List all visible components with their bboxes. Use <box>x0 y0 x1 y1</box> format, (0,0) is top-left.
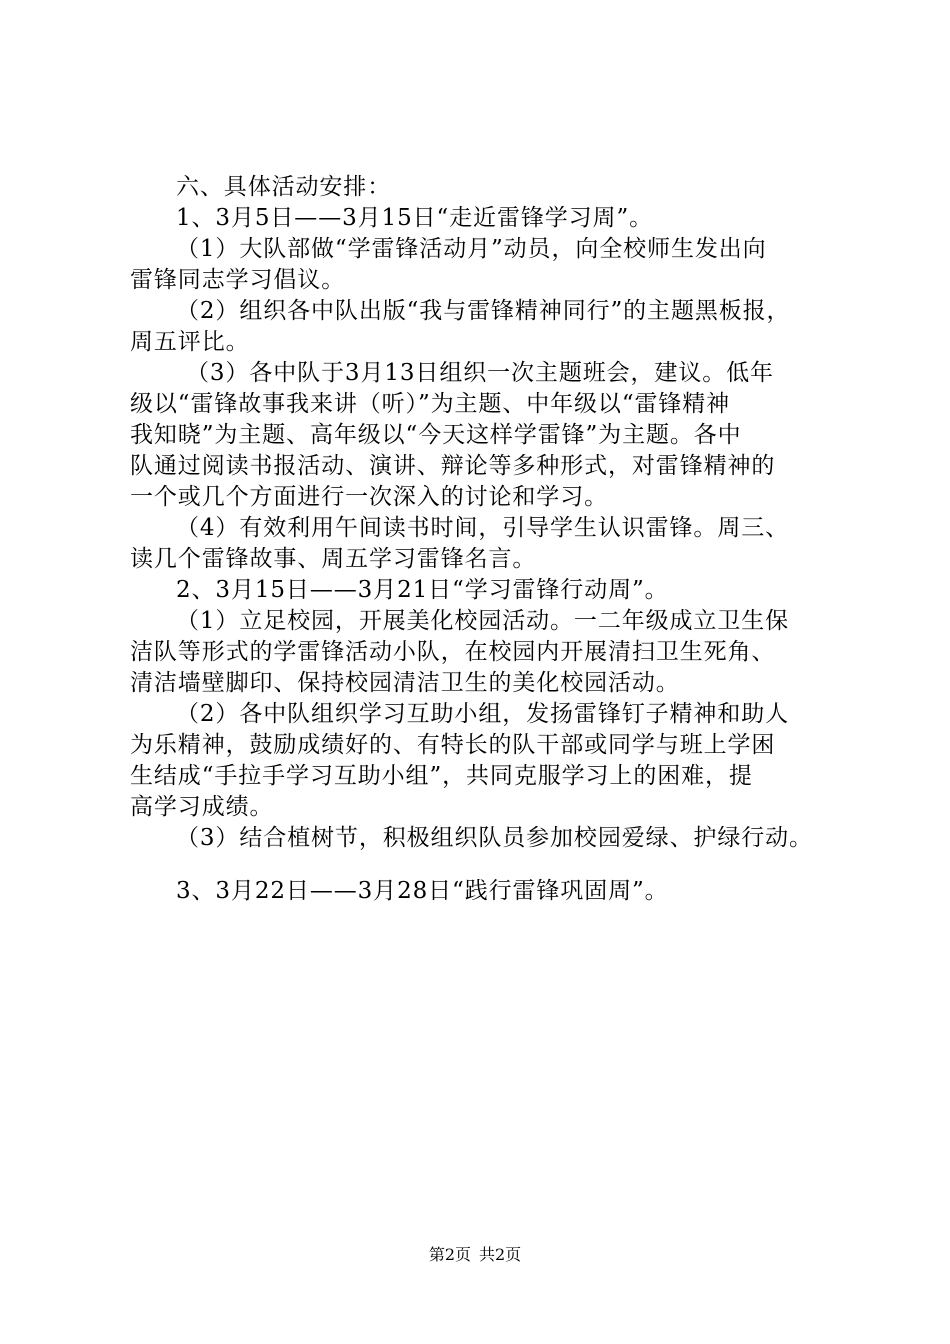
paragraph-line: 周五评比。 <box>130 329 250 355</box>
paragraph-line: 一个或几个方面进行一次深入的讨论和学习。 <box>130 484 608 510</box>
paragraph-line: 生结成“手拉手学习互助小组”，共同克服学习上的困难，提 <box>130 763 753 789</box>
paragraph-line: 级以“雷锋故事我来讲（听）”为主题、中年级以“雷锋精神 <box>130 391 731 417</box>
paragraph-line: 读几个雷锋故事、周五学习雷锋名言。 <box>130 546 537 572</box>
paragraph-line: 队通过阅读书报活动、演讲、辩论等多种形式，对雷锋精神的 <box>130 453 776 479</box>
paragraph-line: 我知晓”为主题、高年级以“今天这样学雷锋”为主题。各中 <box>130 422 742 448</box>
paragraph-line: （2）组织各中队出版“我与雷锋精神同行”的主题黑板报， <box>176 298 791 324</box>
paragraph-line: （1）大队部做“学雷锋活动月”动员，向全校师生发出向 <box>176 236 767 262</box>
paragraph-line: 高学习成绩。 <box>130 794 274 820</box>
paragraph-line: 为乐精神，鼓励成绩好的、有特长的队干部或同学与班上学困 <box>130 732 776 758</box>
week-3-heading: 3、3月22日——3月28日“践行雷锋巩固周”。 <box>176 878 669 904</box>
section-heading: 六、具体活动安排： <box>176 174 392 200</box>
paragraph-line: 雷锋同志学习倡议。 <box>130 267 346 293</box>
document-body <box>130 172 850 907</box>
paragraph-line: 洁队等形式的学雷锋活动小队，在校园内开展清扫卫生死角、 <box>130 639 776 665</box>
paragraph-gap <box>130 854 850 876</box>
page-number: 第2页 <box>428 1245 471 1264</box>
week-1-heading: 1、3月5日——3月15日“走近雷锋学习周”。 <box>176 205 654 231</box>
paragraph-line: （4）有效利用午间读书时间，引导学生认识雷锋。周三、 <box>176 515 790 541</box>
paragraph-line: （3）各中队于3月13日组织一次主题班会，建议。低年 <box>186 360 774 386</box>
paragraph-line: （1）立足校园，开展美化校园活动。一二年级成立卫生保 <box>176 608 790 634</box>
week-2-heading: 2、3月15日——3月21日“学习雷锋行动周”。 <box>176 577 669 603</box>
paragraph-line: 清洁墙壁脚印、保持校园清洁卫生的美化校园活动。 <box>130 670 680 696</box>
page-footer <box>0 1245 950 1265</box>
page-total: 共2页 <box>479 1245 522 1264</box>
paragraph-line: （3）结合植树节，积极组织队员参加校园爱绿、护绿行动。 <box>176 825 813 851</box>
paragraph-line: （2）各中队组织学习互助小组，发扬雷锋钉子精神和助人 <box>176 701 790 727</box>
